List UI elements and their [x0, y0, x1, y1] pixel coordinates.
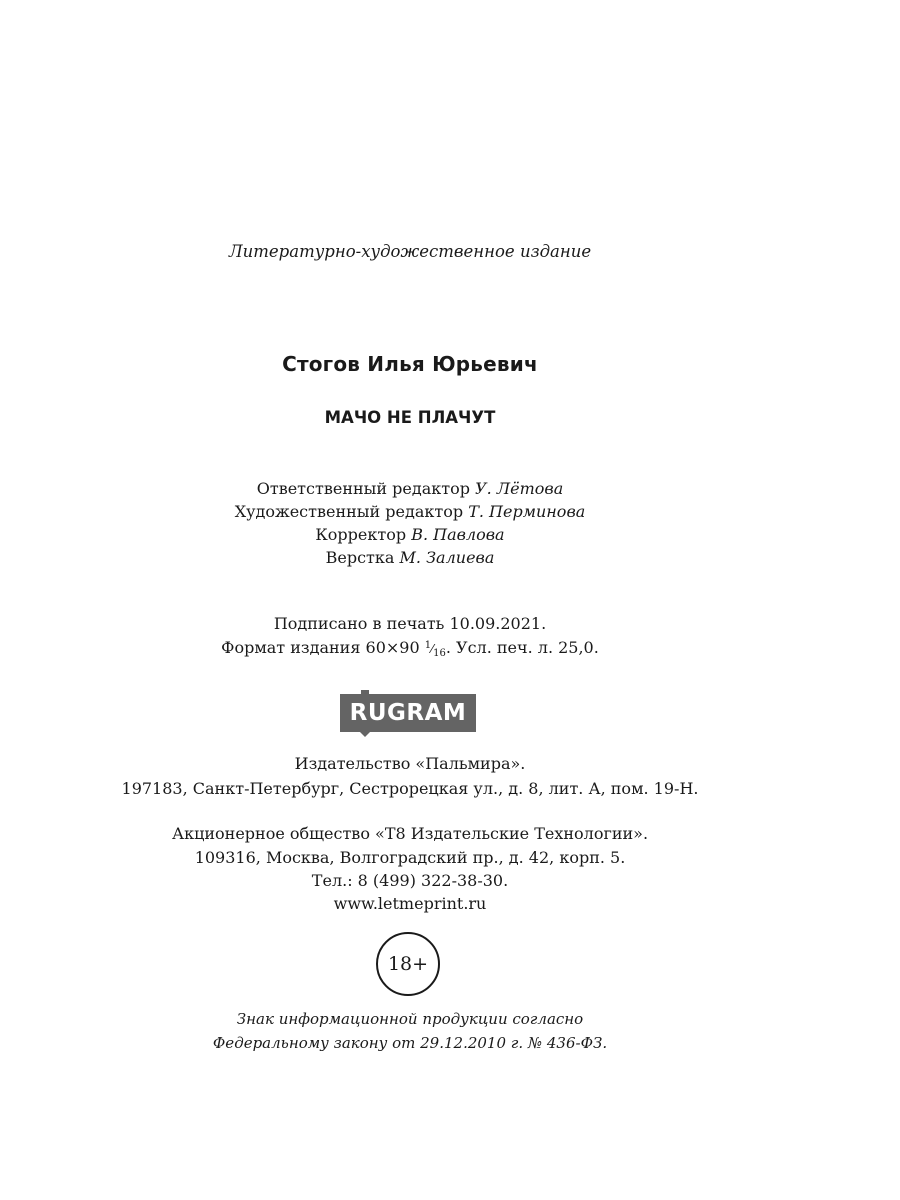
- printer-address: 109316, Москва, Волгоградский пр., д. 42, корп. 5.: [194, 848, 626, 867]
- printer-name: Акционерное общество «Т8 Издательские Технологии».: [171, 824, 649, 843]
- law-notice-line-1: Знак информационной продукции согласно: [236, 1010, 584, 1028]
- credit-line: [0, 523, 820, 546]
- credit-role: Художественный редактор: [234, 502, 469, 521]
- format-suffix: . Усл. печ. л. 25,0.: [445, 638, 599, 657]
- format-line: [0, 638, 820, 659]
- credits-block: [0, 477, 820, 569]
- format-prefix: Формат издания 60×90: [221, 638, 425, 657]
- credit-line: [0, 500, 820, 523]
- book-title: МАЧО НЕ ПЛАЧУТ: [324, 408, 496, 427]
- credit-role: Корректор: [315, 525, 412, 544]
- publisher-address: 197183, Санкт-Петербург, Сестрорецкая ул., д. 8, лит. А, пом. 19-Н.: [121, 779, 699, 798]
- printer-phone: Тел.: 8 (499) 322-38-30.: [311, 871, 509, 890]
- credit-line: [0, 546, 820, 569]
- credit-person: Т. Перминова: [468, 502, 586, 521]
- credit-role: Верстка: [325, 548, 400, 567]
- law-notice-line-2: Федеральному закону от 29.12.2010 г. № 436-ФЗ.: [212, 1034, 608, 1052]
- credit-role: Ответственный редактор: [256, 479, 476, 498]
- edition-type: Литературно-художественное издание: [228, 242, 592, 261]
- rugram-logo: RUGRAM: [340, 694, 476, 732]
- format-fraction: [424, 640, 446, 659]
- credit-person: В. Павлова: [411, 525, 505, 544]
- publisher-name: Издательство «Пальмира».: [294, 754, 526, 773]
- printer-website: www.letmeprint.ru: [333, 894, 487, 913]
- credit-person: М. Залиева: [399, 548, 495, 567]
- fraction-denominator: 16: [433, 648, 446, 659]
- fraction-slash: ⁄: [431, 642, 434, 656]
- author-name: Стогов Илья Юрьевич: [282, 352, 538, 376]
- logo-pointer-decoration: [359, 731, 371, 737]
- credit-line: [0, 477, 820, 500]
- print-date: Подписано в печать 10.09.2021.: [273, 614, 547, 633]
- fraction-numerator: 1: [424, 640, 432, 651]
- age-rating-badge: 18+: [376, 932, 440, 996]
- credit-person: У. Лётова: [475, 479, 564, 498]
